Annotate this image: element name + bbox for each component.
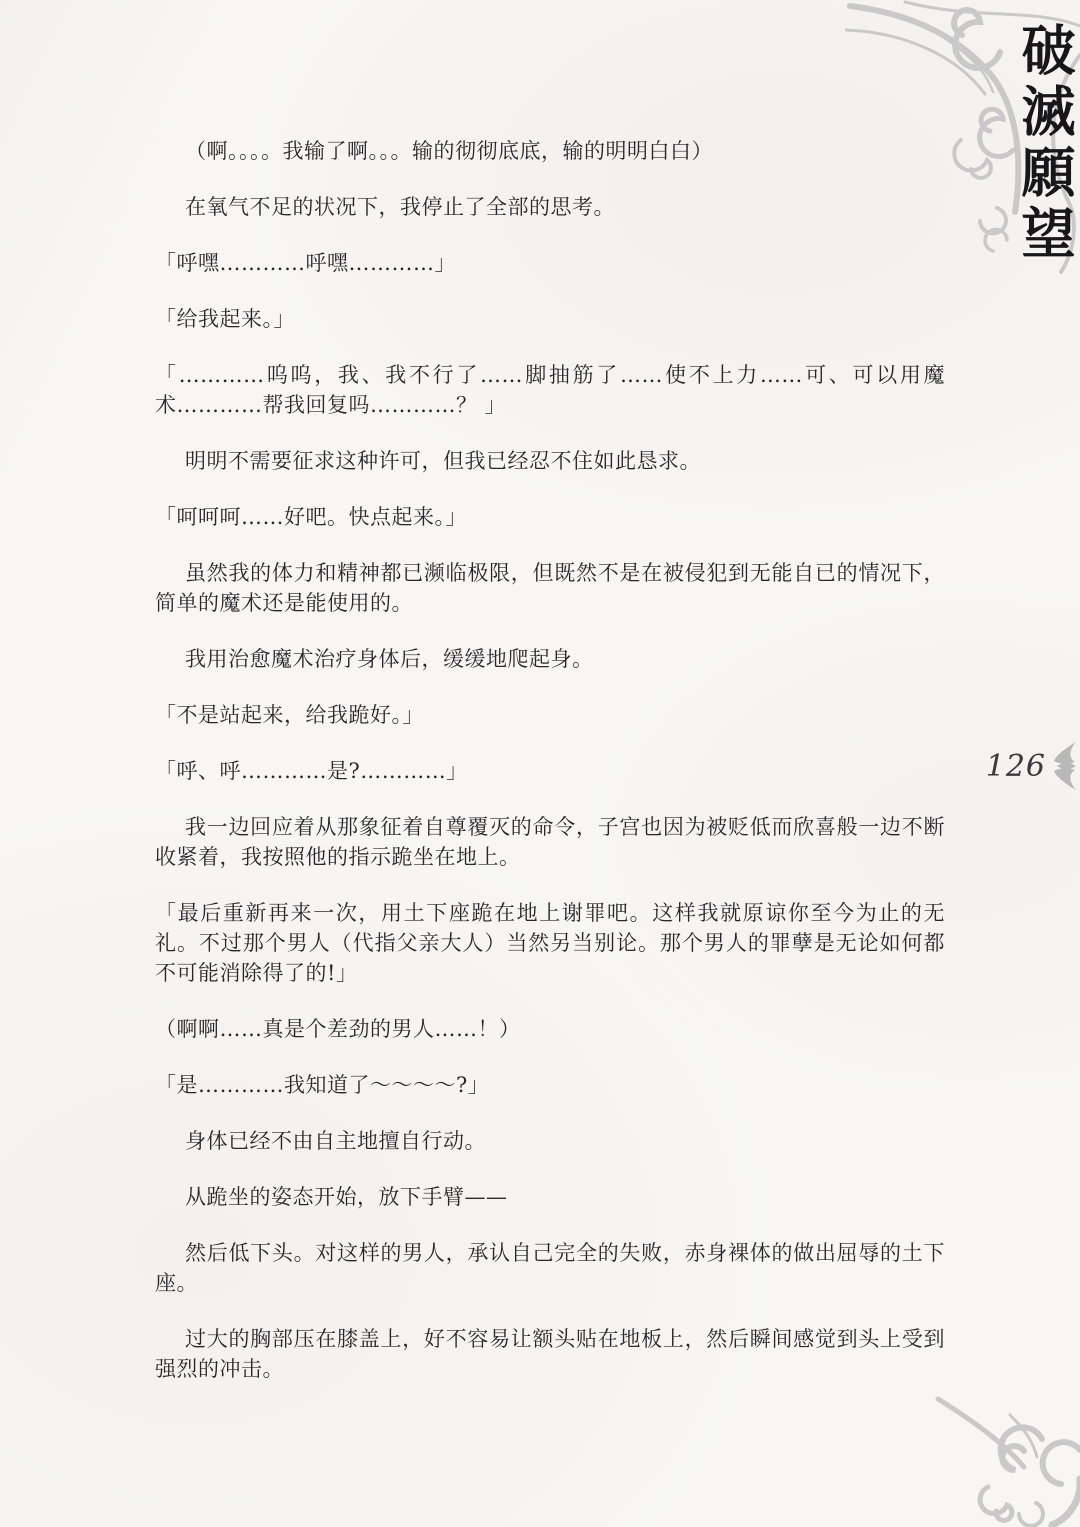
paragraph: 「是…………我知道了～～～～?」 bbox=[155, 1073, 490, 1097]
paragraph: 身体已经不由自主地擅自行动。 bbox=[185, 1129, 486, 1153]
paragraph: 「给我起来。」 bbox=[155, 307, 295, 331]
paragraph: 在氧气不足的状况下，我停止了全部的思考。 bbox=[185, 195, 615, 219]
paragraph: 明明不需要征求这种许可，但我已经忍不住如此恳求。 bbox=[185, 449, 701, 473]
paragraph: 我用治愈魔术治疗身体后，缓缓地爬起身。 bbox=[185, 647, 594, 671]
paragraph: 然后低下头。对这样的男人，承认自己完全的失败，赤身裸体的做出屈辱的土下座。 bbox=[155, 1241, 945, 1295]
paragraph: 从跪坐的姿态开始，放下手臂—— bbox=[185, 1185, 508, 1209]
page-number: 126 bbox=[985, 748, 1046, 784]
page-number-block bbox=[986, 740, 1078, 792]
paragraph: 「呵呵呵……好吧。快点起来。」 bbox=[155, 505, 467, 529]
paragraph: 我一边回应着从那象征着自尊覆灭的命令，子宫也因为被贬低而欣喜般一边不断收紧着，我按照他的指示跪坐在地上。 bbox=[155, 815, 945, 869]
paragraph: 「…………呜呜，我、我不行了……脚抽筋了……使不上力……可、可以用魔术…………帮我回复吗…………？ 」 bbox=[155, 363, 945, 417]
paragraph: （啊啊……真是个差劲的男人……！） bbox=[155, 1017, 521, 1041]
body-text bbox=[155, 136, 945, 1410]
corner-flourish-bottom-right bbox=[930, 1347, 1080, 1527]
paragraph: 「不是站起来，给我跪好。」 bbox=[155, 703, 424, 727]
paragraph: 「最后重新再来一次，用土下座跪在地上谢罪吧。这样我就原谅你至今为止的无礼。不过那个男人（代指父亲大人）当然另当别论。那个男人的罪孽是无论如何都不可能消除得了的!」 bbox=[155, 901, 945, 985]
paragraph: 「呼、呼…………是?…………」 bbox=[155, 759, 468, 783]
paragraph: （啊。。。。我输了啊。。。输的彻彻底底，输的明明白白） bbox=[185, 139, 713, 163]
paragraph: 「呼嘿…………呼嘿…………」 bbox=[155, 251, 456, 275]
paragraph: 过大的胸部压在膝盖上，好不容易让额头贴在地板上，然后瞬间感觉到头上受到强烈的冲击。 bbox=[155, 1327, 945, 1381]
book-title-vertical: 破滅願望 bbox=[1013, 22, 1077, 266]
page-marker-icon bbox=[1051, 740, 1078, 792]
paragraph: 虽然我的体力和精神都已濒临极限，但既然不是在被侵犯到无能自已的情况下，简单的魔术还是能使用的。 bbox=[155, 561, 945, 615]
